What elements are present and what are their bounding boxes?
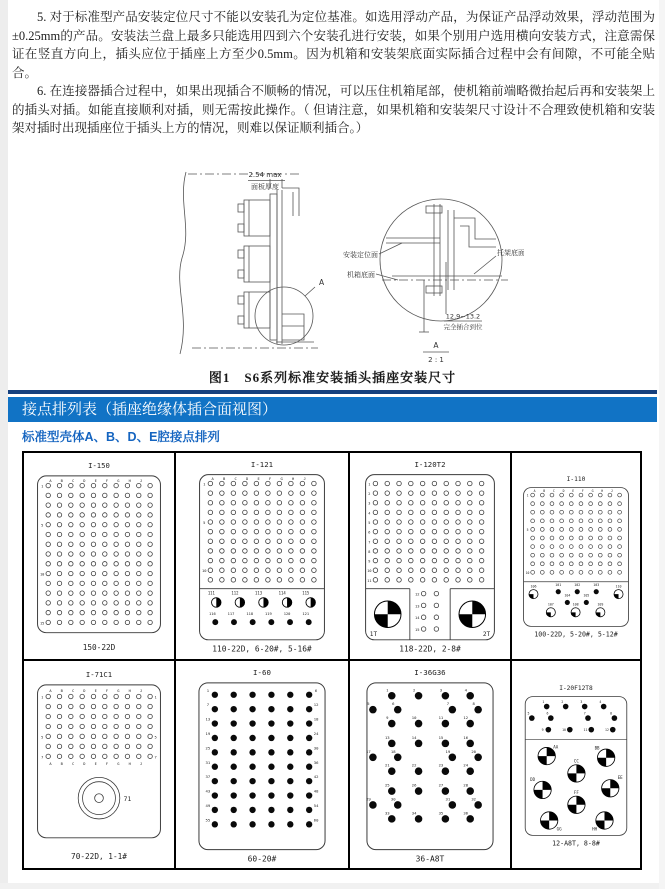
svg-text:34: 34	[411, 809, 417, 815]
svg-text:H: H	[128, 688, 131, 693]
svg-text:13: 13	[384, 734, 390, 740]
svg-text:15: 15	[39, 621, 45, 626]
svg-text:EE: EE	[617, 774, 623, 780]
svg-text:5: 5	[367, 700, 370, 706]
svg-text:25: 25	[384, 782, 390, 788]
svg-text:A: A	[49, 479, 52, 484]
svg-text:7: 7	[41, 754, 44, 759]
svg-text:5: 5	[368, 520, 371, 525]
svg-text:117: 117	[227, 612, 235, 617]
svg-text:1: 1	[526, 493, 529, 498]
svg-text:35: 35	[438, 809, 444, 815]
dim-254-label: 2.54 max	[248, 171, 282, 179]
section-subtitle: 标准型壳体A、B、D、E腔接点排列	[22, 430, 220, 444]
svg-text:109: 109	[597, 602, 604, 607]
svg-text:118: 118	[246, 612, 254, 617]
svg-text:6: 6	[368, 530, 371, 535]
svg-text:1: 1	[203, 482, 206, 487]
cell-label: 118-22D, 2-8#	[399, 644, 461, 654]
svg-text:C: C	[71, 688, 75, 693]
svg-text:H: H	[128, 479, 131, 484]
svg-text:9: 9	[368, 559, 371, 564]
svg-text:13: 13	[205, 716, 211, 722]
pin-arrangement-table	[22, 451, 642, 870]
svg-text:8: 8	[368, 549, 371, 554]
connector-cell-i-121	[176, 453, 350, 661]
svg-text:6: 6	[314, 687, 318, 693]
svg-text:B: B	[60, 688, 63, 693]
svg-text:H: H	[128, 761, 131, 766]
svg-text:1: 1	[41, 484, 44, 489]
svg-text:36: 36	[463, 809, 469, 815]
svg-text:7: 7	[154, 754, 157, 759]
svg-text:3: 3	[439, 686, 443, 692]
svg-text:105: 105	[583, 593, 590, 598]
fully-mated-label: 完全插合到位	[443, 323, 483, 331]
mount-surface-label: 安装定位面	[343, 251, 378, 259]
svg-text:102: 102	[574, 582, 581, 587]
detail-scale-label: 2 : 1	[428, 356, 444, 364]
svg-text:11: 11	[438, 714, 444, 720]
svg-text:H: H	[601, 489, 604, 494]
svg-text:6: 6	[392, 700, 395, 706]
svg-text:BB: BB	[594, 744, 600, 750]
svg-text:24: 24	[313, 730, 319, 736]
svg-text:9: 9	[541, 727, 544, 732]
svg-text:25: 25	[205, 744, 211, 750]
svg-text:2: 2	[561, 699, 564, 704]
svg-text:C: C	[552, 489, 555, 494]
svg-text:A: A	[49, 688, 52, 693]
svg-text:111: 111	[207, 590, 215, 596]
pin-diagram	[512, 453, 640, 659]
svg-text:1T: 1T	[369, 630, 378, 638]
svg-text:7: 7	[206, 701, 210, 707]
svg-text:G: G	[117, 479, 120, 484]
svg-text:12: 12	[414, 592, 420, 597]
svg-text:42: 42	[313, 773, 319, 779]
pin-diagram	[176, 453, 348, 659]
svg-text:J: J	[610, 489, 613, 494]
svg-text:5: 5	[154, 734, 157, 739]
svg-text:F: F	[105, 479, 109, 484]
installation-drawing	[152, 166, 524, 366]
svg-text:4: 4	[368, 511, 371, 516]
svg-text:116: 116	[208, 612, 216, 617]
svg-text:9: 9	[386, 714, 389, 720]
svg-text:E: E	[257, 477, 260, 482]
svg-text:110: 110	[615, 584, 622, 589]
svg-text:1: 1	[206, 687, 210, 693]
svg-text:28: 28	[463, 782, 469, 788]
svg-text:3: 3	[580, 699, 583, 704]
svg-text:1: 1	[41, 694, 44, 699]
svg-text:J: J	[139, 479, 143, 484]
detail-ref-label: A	[319, 278, 325, 287]
svg-text:G: G	[117, 761, 120, 766]
cell-label: 100-22D, 5-20#, 5-12#	[534, 630, 618, 639]
connector-cell-i-36g36	[350, 661, 512, 869]
svg-text:7: 7	[583, 710, 586, 715]
svg-text:CC: CC	[573, 758, 579, 764]
svg-text:2: 2	[368, 492, 371, 497]
svg-text:14: 14	[414, 616, 420, 621]
connector-cell-i-150	[24, 453, 176, 661]
svg-text:115: 115	[302, 590, 310, 596]
installation-figure	[152, 166, 524, 366]
svg-text:12: 12	[313, 701, 319, 707]
svg-text:49: 49	[205, 802, 211, 808]
page-edge-left	[0, 0, 8, 889]
cell-title: I-71C1	[85, 669, 113, 679]
svg-text:18: 18	[390, 748, 396, 754]
svg-text:10: 10	[411, 714, 417, 720]
svg-text:5: 5	[41, 734, 44, 739]
svg-text:1: 1	[542, 699, 545, 704]
cell-label: 60-20#	[247, 854, 277, 864]
section-banner	[8, 397, 657, 422]
svg-text:36: 36	[313, 759, 319, 765]
pin-diagram	[24, 453, 174, 659]
svg-text:19: 19	[205, 730, 211, 736]
svg-text:107: 107	[547, 602, 554, 607]
section-divider-strip	[8, 390, 657, 394]
svg-text:F: F	[105, 761, 109, 766]
svg-text:24: 24	[463, 762, 469, 768]
svg-text:4: 4	[464, 686, 467, 692]
mate-depth-label: 12.9~13.2	[445, 312, 481, 321]
svg-text:121: 121	[302, 612, 310, 617]
svg-text:F: F	[269, 477, 272, 482]
section-banner-text: 接点排列表（插座绝缘体插合面视图）	[22, 401, 278, 418]
connector-cell-i-110	[512, 453, 640, 661]
cell-title: I-60	[253, 667, 271, 677]
svg-text:31: 31	[445, 795, 451, 801]
svg-text:1: 1	[154, 694, 157, 699]
cell-title: I-20F12T8	[559, 684, 593, 692]
connector-cell-i-71c1	[24, 661, 176, 869]
svg-text:19: 19	[445, 748, 451, 754]
connector-cell-i-20f12t8	[512, 661, 640, 869]
svg-text:104: 104	[564, 593, 571, 598]
detail-view-circle	[380, 199, 502, 321]
pin-diagram	[24, 661, 174, 869]
svg-text:13: 13	[414, 604, 420, 609]
svg-text:E: E	[94, 761, 97, 766]
svg-text:21: 21	[384, 762, 390, 768]
svg-text:AA: AA	[553, 744, 559, 750]
svg-text:16: 16	[463, 734, 469, 740]
svg-text:A: A	[211, 477, 214, 482]
svg-text:6: 6	[546, 710, 549, 715]
pin-diagram	[176, 661, 348, 869]
svg-text:B: B	[223, 477, 226, 482]
svg-text:DD: DD	[530, 776, 536, 782]
svg-text:F: F	[581, 489, 584, 494]
panel-thickness-label: 面板厚度	[251, 183, 279, 191]
figure-caption: 图1 S6系列标准安装插头插座安装尺寸	[208, 370, 457, 385]
pin-diagram	[350, 453, 510, 659]
pin-diagram	[350, 661, 510, 869]
svg-text:15: 15	[438, 734, 444, 740]
svg-text:FF: FF	[573, 789, 579, 795]
svg-text:2T: 2T	[482, 630, 491, 638]
svg-text:J: J	[303, 477, 306, 482]
body-text	[12, 8, 655, 138]
svg-text:HH: HH	[592, 825, 598, 831]
paragraph-5: 5. 对于标准型产品安装定位尺寸不能以安装孔为定位基准。如选用浮动产品，为保证产品浮动效果，浮动范围为±0.25mm的产品。安装法兰盘上最多只能选用四到六个安装孔进行安装，如果个别用户选用横向安装方式，注意需保证在竖直方向上，插头应位于插座上方至少0.5mm。因为机箱和安装架底面实际插合过程中会有间隙，不可能全贴合。	[12, 10, 655, 80]
svg-text:60: 60	[313, 816, 319, 822]
cell-title: I-150	[88, 461, 110, 471]
svg-text:22: 22	[411, 762, 417, 768]
svg-text:5: 5	[41, 523, 44, 528]
svg-text:10: 10	[39, 572, 45, 577]
cell-title: I-121	[250, 459, 274, 469]
svg-text:H: H	[292, 477, 295, 482]
svg-text:D: D	[83, 761, 86, 766]
detail-view-ref: A	[433, 341, 439, 350]
svg-text:15: 15	[414, 627, 420, 632]
svg-text:8: 8	[472, 700, 475, 706]
svg-text:103: 103	[593, 582, 600, 587]
cell-label: 36-A8T	[415, 854, 445, 864]
svg-text:E: E	[94, 688, 97, 693]
svg-text:113: 113	[255, 590, 263, 596]
svg-text:33: 33	[384, 809, 390, 815]
svg-text:31: 31	[205, 759, 211, 765]
svg-text:30: 30	[313, 744, 319, 750]
svg-text:10: 10	[562, 727, 566, 732]
svg-text:G: G	[591, 489, 594, 494]
svg-text:4: 4	[599, 699, 602, 704]
svg-text:F: F	[105, 688, 109, 693]
svg-text:D: D	[83, 479, 86, 484]
svg-text:3: 3	[368, 501, 371, 506]
svg-text:J: J	[139, 688, 143, 693]
svg-text:17: 17	[366, 748, 371, 754]
svg-text:10: 10	[202, 569, 207, 574]
svg-text:E: E	[94, 479, 97, 484]
break-line	[180, 172, 186, 354]
cell-label: 70-22D, 1-1#	[71, 851, 127, 861]
cell-title: I-36G36	[414, 667, 446, 677]
svg-text:10: 10	[367, 569, 372, 574]
svg-text:20: 20	[471, 748, 477, 754]
svg-text:1: 1	[368, 482, 371, 487]
svg-text:26: 26	[411, 782, 417, 788]
svg-text:GG: GG	[556, 825, 562, 831]
paragraph-6: 6. 在连接器插合过程中，如果出现插合不顺畅的情况，可以压住机箱尾部，使机箱前端略微抬起后再和安装架上的插头对插。如能直接顺利对插，则无需按此操作。（ 但请注意，如果机箱和安装架尺寸设计不合理致使机箱和安装架对插时出现插座位于插头上方的情况，则难以保证顺利插合。）	[12, 84, 655, 135]
svg-text:2: 2	[412, 686, 416, 692]
svg-text:106: 106	[530, 584, 537, 589]
svg-text:C: C	[71, 761, 75, 766]
svg-text:55: 55	[205, 816, 211, 822]
svg-text:E: E	[572, 489, 575, 494]
svg-text:54: 54	[313, 802, 319, 808]
page-edge-right	[659, 0, 665, 889]
svg-text:101: 101	[555, 582, 562, 587]
svg-text:A: A	[49, 761, 52, 766]
svg-text:114: 114	[278, 590, 286, 596]
bracket-bottom-label: 托架底面	[497, 249, 524, 257]
svg-text:10: 10	[525, 571, 530, 576]
svg-text:23: 23	[438, 762, 444, 768]
svg-text:5: 5	[527, 710, 530, 715]
svg-text:J: J	[139, 761, 143, 766]
cell-title: I-120T2	[414, 459, 446, 469]
svg-text:27: 27	[438, 782, 444, 788]
svg-text:11: 11	[367, 578, 372, 583]
chassis-bottom-label: 机箱底面	[347, 271, 375, 279]
cell-label: 150-22D	[82, 643, 116, 653]
svg-text:37: 37	[205, 773, 211, 779]
svg-text:48: 48	[313, 788, 319, 794]
svg-text:A: A	[533, 489, 536, 494]
connector-cell-i-120t2	[350, 453, 512, 661]
svg-text:G: G	[280, 477, 283, 482]
svg-text:119: 119	[265, 612, 272, 617]
pin-diagram	[512, 661, 640, 869]
svg-text:C: C	[234, 477, 237, 482]
svg-text:29: 29	[366, 795, 371, 801]
svg-text:G: G	[117, 688, 120, 693]
svg-text:112: 112	[231, 590, 239, 596]
connector-cell-i-60	[176, 661, 350, 869]
svg-text:D: D	[246, 477, 249, 482]
svg-text:32: 32	[471, 795, 477, 801]
svg-text:7: 7	[446, 700, 450, 706]
svg-text:5: 5	[526, 528, 529, 533]
page-edge-bottom	[0, 883, 665, 889]
svg-text:B: B	[543, 489, 546, 494]
svg-text:D: D	[562, 489, 565, 494]
svg-text:12: 12	[463, 714, 469, 720]
svg-text:14: 14	[411, 734, 417, 740]
svg-text:108: 108	[572, 602, 579, 607]
svg-text:120: 120	[283, 612, 291, 617]
svg-text:D: D	[83, 688, 86, 693]
svg-text:12: 12	[605, 727, 609, 732]
svg-text:43: 43	[205, 788, 211, 794]
cell-label: 110-22D, 6-20#, 5-16#	[212, 644, 312, 654]
svg-text:5: 5	[203, 520, 206, 525]
svg-text:71: 71	[123, 795, 132, 803]
svg-text:C: C	[71, 479, 75, 484]
svg-text:8: 8	[610, 710, 613, 715]
svg-text:B: B	[60, 761, 63, 766]
svg-text:11: 11	[583, 727, 588, 732]
svg-text:30: 30	[390, 795, 396, 801]
svg-text:18: 18	[313, 716, 319, 722]
cell-title: I-110	[566, 476, 586, 484]
svg-text:B: B	[60, 479, 63, 484]
svg-text:1: 1	[386, 686, 389, 692]
svg-text:7: 7	[368, 540, 371, 545]
cell-label: 12-A8T, 8-8#	[552, 838, 600, 847]
